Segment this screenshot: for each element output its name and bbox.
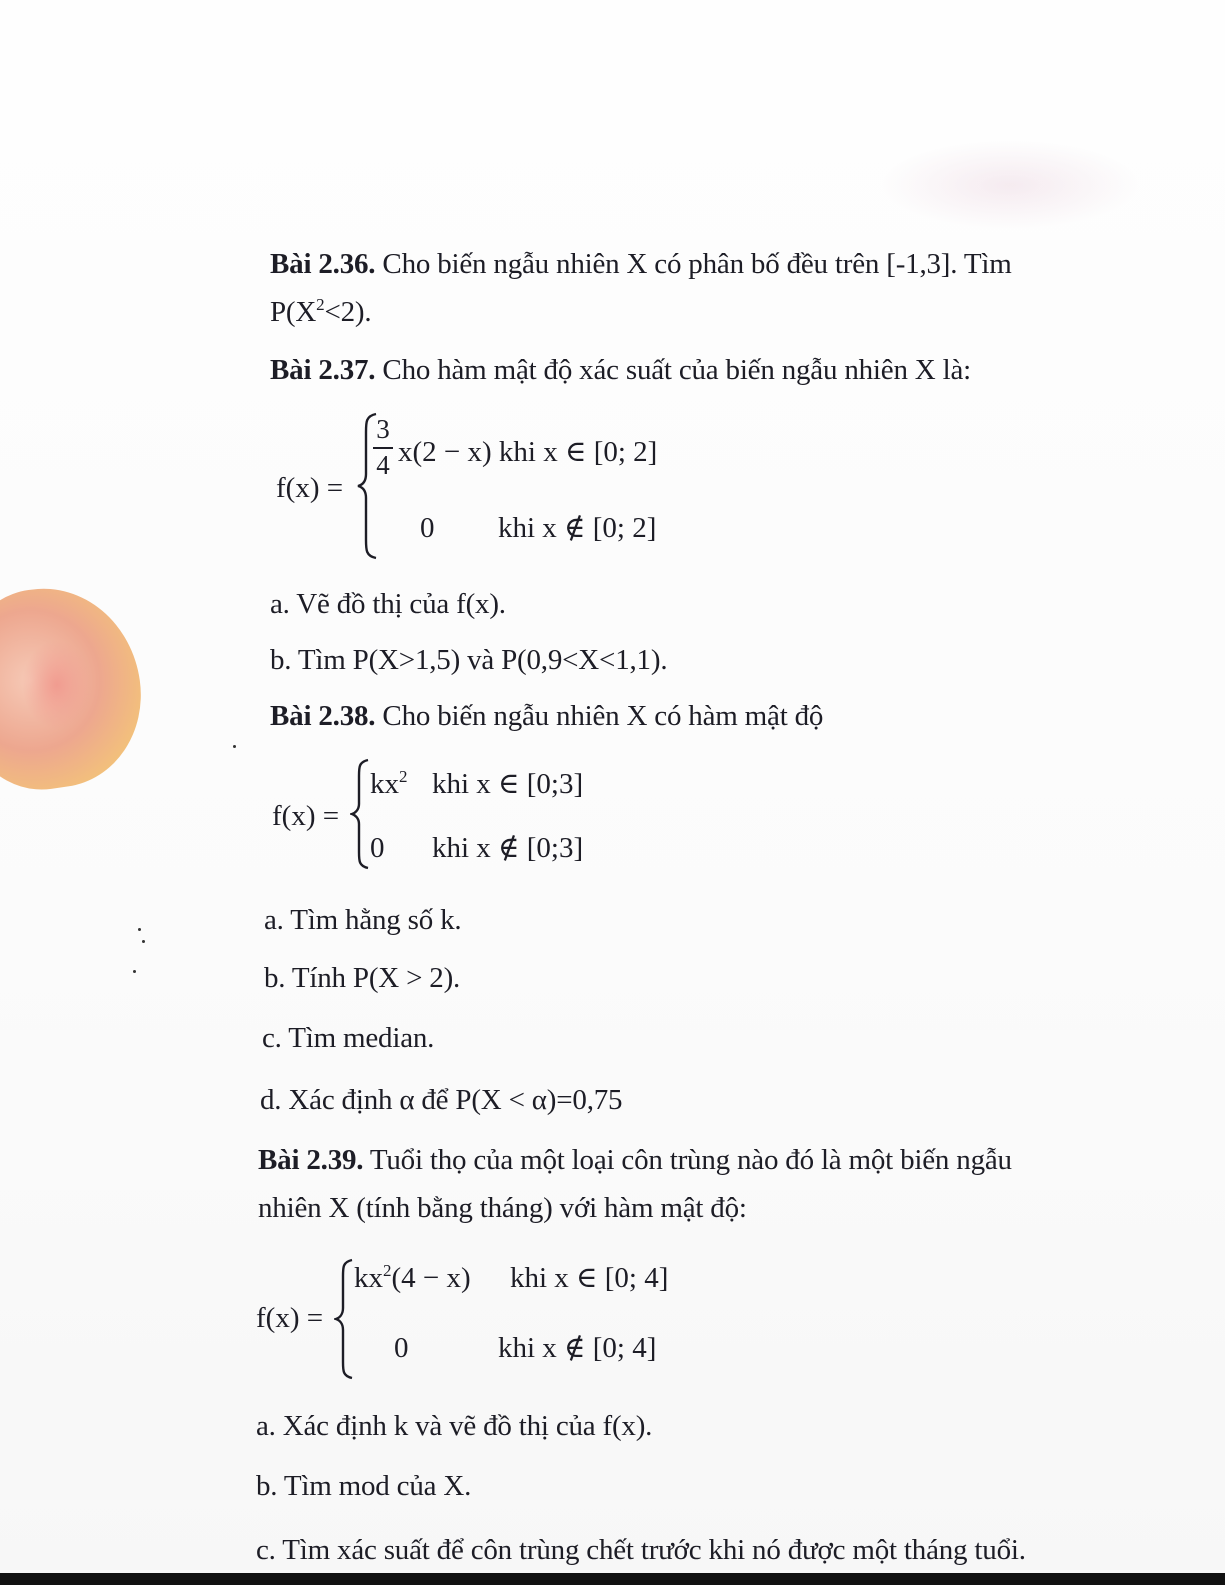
probability-suffix: <2). [324,296,372,328]
exercise-2-38-part-b: b. Tính P(X > 2). [264,962,461,994]
fraction-bar [373,447,393,449]
exercise-2-38-line1 [270,702,823,731]
dust-speck [138,928,141,931]
exercise-2-38-part-d: d. Xác định α để P(X < α)=0,75 [260,1084,623,1116]
exercise-2-37-text: Cho hàm mật độ xác suất của biến ngẫu nhiên X là: [382,354,971,386]
dust-speck [133,970,136,973]
left-brace-icon [350,758,372,870]
exercise-2-38-part-c: c. Tìm median. [262,1022,435,1054]
density-2-37-case2-value: 0 [420,512,435,544]
density-2-39-case2-value: 0 [394,1332,409,1364]
left-brace-icon [334,1258,356,1380]
density-2-38-case2-condition: khi x ∉ [0;3] [432,832,584,864]
fraction-denominator: 4 [376,450,390,480]
density-2-37-case1: x(2 − x) khi x ∈ [0; 2] [398,436,658,468]
probability-prefix: P(X [270,296,317,328]
exercise-2-39-part-a: a. Xác định k và vẽ đồ thị của f(x). [256,1410,653,1442]
exercise-2-37-part-a: a. Vẽ đồ thị của f(x). [270,588,506,620]
density-2-39-case1-expr [354,1261,471,1294]
thumb-nail-shadow [22,640,92,730]
bleed-through-stain [880,140,1140,230]
exponent: 2 [399,767,408,786]
exercise-2-36-line1 [270,250,1012,279]
density-2-38-case2-value: 0 [370,832,385,864]
exercise-2-38-title: Bài 2.38. [270,700,376,732]
dust-speck [233,745,236,748]
exercise-2-38-text: Cho biến ngẫu nhiên X có hàm mật độ [382,700,824,732]
density-2-37-label: f(x) = [276,472,344,504]
exercise-2-39-line2: nhiên X (tính bằng tháng) với hàm mật độ: [258,1192,747,1224]
density-2-38-case1-condition: khi x ∈ [0;3] [432,768,584,800]
density-2-39-label: f(x) = [256,1302,324,1334]
exercise-2-37-part-b: b. Tìm P(X>1,5) và P(0,9<X<1,1). [270,644,668,676]
exercise-2-39-text: Tuổi thọ của một loại côn trùng nào đó là một biến ngẫu [369,1144,1012,1176]
exercise-2-37-title: Bài 2.37. [270,354,376,386]
density-2-39-case1-condition: khi x ∈ [0; 4] [510,1262,669,1294]
dust-speck [142,940,145,943]
exercise-2-38-part-a: a. Tìm hằng số k. [264,904,462,936]
exercise-2-36-line2 [270,295,372,328]
exercise-2-39-line1 [258,1146,1012,1175]
exponent: 2 [383,1261,392,1280]
density-2-38-case1-expr [370,767,408,800]
exercise-2-37-line1 [270,356,971,385]
exercise-2-39-title: Bài 2.39. [258,1144,364,1176]
exercise-2-39-part-b: b. Tìm mod của X. [256,1470,472,1502]
factor-term: (4 − x) [391,1262,471,1294]
exercise-2-36-text: Cho biến ngẫu nhiên X có phân bố đều trên [-1,3]. Tìm [382,248,1012,280]
exercise-2-36-title: Bài 2.36. [270,248,376,280]
exponent: 2 [316,295,325,314]
density-2-39-case2-condition: khi x ∉ [0; 4] [498,1332,657,1364]
k-x-term: kx [354,1262,383,1294]
scan-bottom-edge [0,1573,1225,1585]
density-2-38-label: f(x) = [272,800,340,832]
fraction-numerator: 3 [376,414,390,444]
exercise-2-39-part-c: c. Tìm xác suất để côn trùng chết trước khi nó được một tháng tuổi. [256,1534,1026,1566]
k-x-term: kx [370,768,399,800]
density-2-37-case2-condition: khi x ∉ [0; 2] [498,512,657,544]
